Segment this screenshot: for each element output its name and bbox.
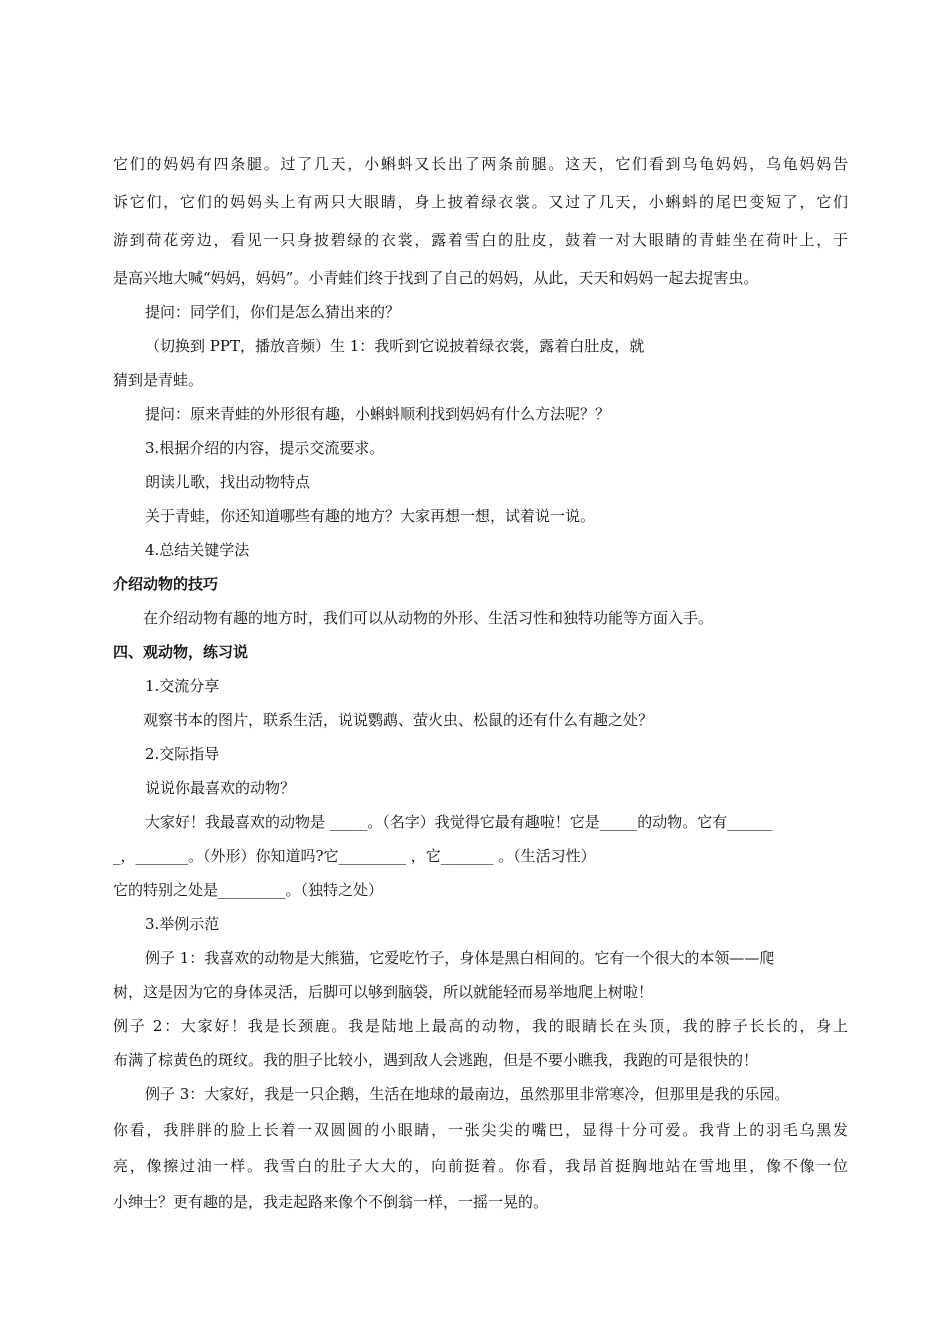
example-text: 亮，像擦过油一样。我雪白的肚子大大的，向前挺着。你看，我昂首挺胸地站在雪地里，像不像一位 xyxy=(113,1157,848,1175)
section-heading: 四、观动物，练习说 xyxy=(113,643,249,661)
list-item: 1.交流分享 xyxy=(145,677,220,695)
list-item: 4.总结关键学法 xyxy=(145,541,250,559)
body-text: 关于青蛙，你还知道哪些有趣的地方？大家再想一想，试着说一说。 xyxy=(145,507,596,525)
answer-text: 猜到是青蛙。 xyxy=(113,371,204,389)
list-item: 3.举例示范 xyxy=(145,915,220,933)
paragraph-line: 它们的妈妈有四条腿。过了几天，小蝌蚪又长出了两条前腿。这天，它们看到乌龟妈妈，乌龟妈妈告 xyxy=(113,155,848,173)
template-line: 它的特别之处是_________。（独特之处） xyxy=(113,881,384,899)
example-text: 例子 1：我喜欢的动物是大熊猫，它爱吃竹子，身体是黑白相间的。它有一个很大的本领——爬 xyxy=(145,949,775,967)
answer-text: （切换到 PPT，播放音频）生 1：我听到它说披着绿衣裳，露着白肚皮，就 xyxy=(145,337,645,355)
paragraph-line: 诉它们，它们的妈妈头上有两只大眼睛，身上披着绿衣裳。又过了几天，小蝌蚪的尾巴变短了，它们 xyxy=(113,193,848,211)
body-text: 在介绍动物有趣的地方时，我们可以从动物的外形、生活习性和独特功能等方面入手。 xyxy=(143,609,714,627)
question-text: 提问：同学们，你们是怎么猜出来的？ xyxy=(145,303,401,321)
template-line: 大家好！我最喜欢的动物是 _____。（名字）我觉得它最有趣啦！它是_____的动物。它有______ xyxy=(145,813,773,831)
example-text: 例子 3：大家好，我是一只企鹅，生活在地球的最南边，虽然那里非常寒冷，但那里是我的乐园。 xyxy=(145,1085,790,1103)
list-item: 2.交际指导 xyxy=(145,745,220,763)
example-text: 例子 2：大家好！我是长颈鹿。我是陆地上最高的动物，我的眼睛长在头顶，我的脖子长长的，身上 xyxy=(113,1017,848,1035)
template-line: _，_______。（外形）你知道吗?它_________ ，它_______ 。（生活习性） xyxy=(113,847,596,865)
body-text: 观察书本的图片，联系生活，说说鹦鹉、萤火虫、松鼠的还有什么有趣之处？ xyxy=(143,711,654,729)
example-text: 小绅士？更有趣的是，我走起路来像个不倒翁一样，一摇一晃的。 xyxy=(113,1193,549,1211)
body-text: 说说你最喜欢的动物？ xyxy=(145,779,296,797)
paragraph-line: 游到荷花旁边，看见一只身披碧绿的衣裳，露着雪白的肚皮，鼓着一对大眼睛的青蛙坐在荷叶上，于 xyxy=(113,231,848,249)
list-item: 3.根据介绍的内容，提示交流要求。 xyxy=(145,439,385,457)
example-text: 树，这是因为它的身体灵活，后脚可以够到脑袋，所以就能轻而易举地爬上树啦！ xyxy=(113,983,654,1001)
paragraph-line: 是高兴地大喊“妈妈，妈妈”。小青蛙们终于找到了自己的妈妈，从此，天天和妈妈一起去捉害虫。 xyxy=(113,269,759,287)
example-text: 你看，我胖胖的脸上长着一双圆圆的小眼睛，一张尖尖的嘴巴，显得十分可爱。我背上的羽毛乌黑发 xyxy=(113,1121,848,1139)
example-text: 布满了棕黄色的斑纹。我的胆子比较小，遇到敌人会逃跑，但是不要小瞧我，我跑的可是很快的！ xyxy=(113,1051,759,1069)
body-text: 朗读儿歌，找出动物特点 xyxy=(145,473,311,491)
question-text: 提问：原来青蛙的外形很有趣，小蝌蚪顺利找到妈妈有什么方法呢？？ xyxy=(145,405,611,423)
section-heading: 介绍动物的技巧 xyxy=(113,575,219,593)
